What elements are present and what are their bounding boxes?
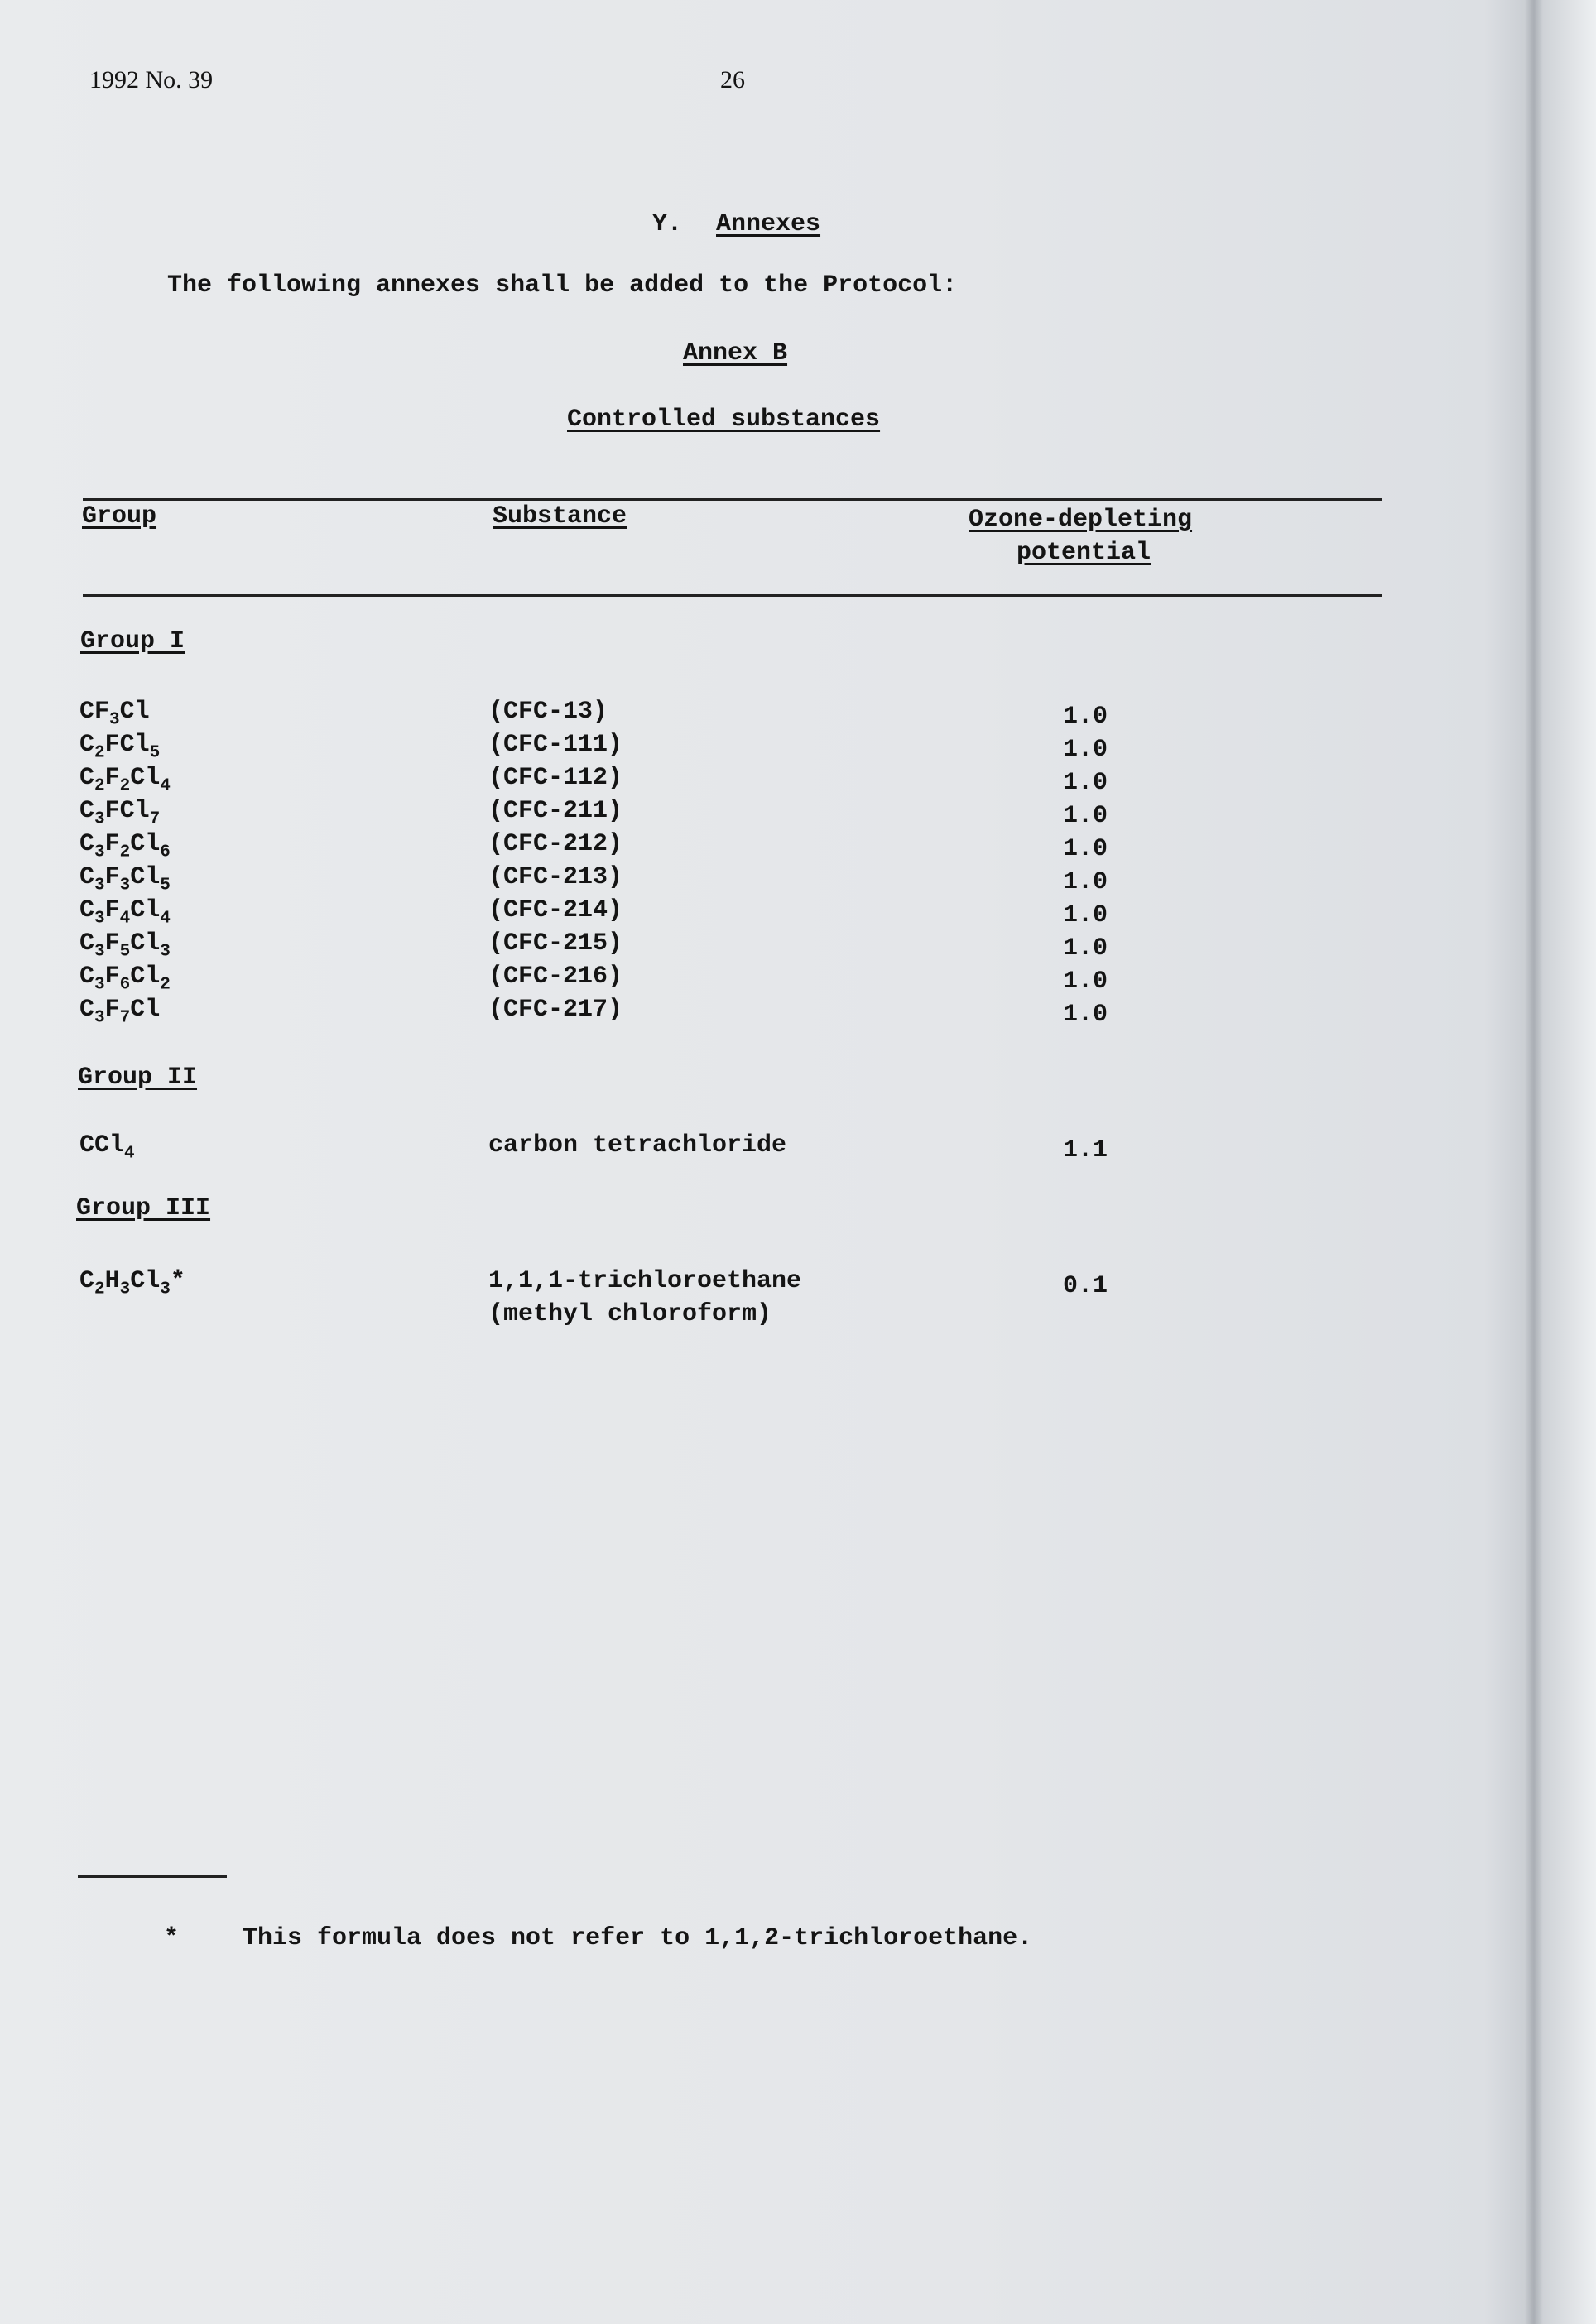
footnote-rule: [78, 1875, 227, 1878]
substance-name: 1,1,1-trichloroethane: [488, 1267, 802, 1295]
chemical-formula: [79, 797, 161, 829]
substance-name: (CFC-212): [488, 830, 623, 858]
substance-name: (CFC-217): [488, 996, 623, 1024]
formula-element: Cl: [130, 929, 161, 958]
substance-name: (CFC-111): [488, 731, 623, 759]
group-label: Group I: [80, 627, 185, 655]
substance-name: (CFC-215): [488, 929, 623, 958]
formula-element: C: [79, 996, 95, 1024]
column-header-odp-line2: potential: [1017, 539, 1151, 567]
formula-element: F: [104, 830, 120, 858]
formula-subscript: 3: [94, 1008, 105, 1028]
chemical-formula: [79, 863, 171, 896]
annex-subtitle: Controlled substances: [567, 406, 881, 434]
formula-subscript: 3: [94, 809, 105, 829]
ozone-depleting-value: 1.0: [1063, 901, 1108, 929]
formula-element: H: [104, 1267, 120, 1295]
ozone-depleting-value: 1.0: [1063, 802, 1108, 830]
chemical-formula: [79, 1131, 135, 1164]
ozone-depleting-value: 1.0: [1063, 703, 1108, 731]
chemical-formula: [79, 1267, 185, 1299]
formula-element: F: [104, 896, 120, 924]
formula-element: C: [79, 830, 95, 858]
formula-subscript: 5: [119, 942, 131, 962]
formula-subscript: 4: [160, 909, 171, 929]
ozone-depleting-value: 1.0: [1063, 934, 1108, 963]
substance-name: (CFC-112): [488, 764, 623, 792]
formula-subscript: 2: [94, 776, 105, 796]
formula-subscript: 4: [119, 909, 131, 929]
formula-element: Cl: [130, 764, 161, 792]
formula-element: Cl: [130, 963, 161, 991]
formula-subscript: 6: [160, 843, 171, 862]
formula-element: C: [79, 863, 95, 891]
ozone-depleting-value: 1.0: [1063, 1001, 1108, 1029]
chemical-formula: [79, 764, 171, 796]
group-label: Group III: [76, 1194, 211, 1222]
ozone-depleting-value: 1.0: [1063, 835, 1108, 863]
formula-subscript: 3: [109, 710, 120, 730]
formula-subscript: 2: [94, 1280, 105, 1299]
formula-subscript: 7: [119, 1008, 131, 1028]
formula-subscript: 3: [119, 1280, 131, 1299]
formula-subscript: 4: [124, 1144, 135, 1164]
formula-element: CCl: [79, 1131, 125, 1160]
header-reference: 1992 No. 39: [89, 66, 214, 94]
formula-element: Cl: [130, 830, 161, 858]
substance-name-line2: (methyl chloroform): [488, 1300, 772, 1328]
formula-element: F: [104, 863, 120, 891]
formula-subscript: 3: [94, 942, 105, 962]
formula-element: C: [79, 929, 95, 958]
footnote-text: This formula does not refer to 1,1,2-trichloroethane.: [243, 1924, 1033, 1952]
substance-name: (CFC-216): [488, 963, 623, 991]
formula-subscript: 3: [160, 1280, 171, 1299]
formula-element: C: [79, 896, 95, 924]
chemical-formula: [79, 929, 171, 962]
formula-subscript: 3: [94, 975, 105, 995]
formula-element: FCl: [104, 797, 150, 825]
section-letter: Y.: [652, 210, 683, 238]
header-page-number: 26: [720, 66, 745, 94]
table-top-rule: [83, 498, 1382, 501]
formula-element: FCl: [104, 731, 150, 759]
chemical-formula: [79, 896, 171, 929]
formula-subscript: 3: [94, 843, 105, 862]
formula-subscript: 6: [119, 975, 131, 995]
formula-subscript: 2: [119, 776, 131, 796]
formula-subscript: 5: [149, 743, 161, 763]
column-header-group: Group: [82, 502, 157, 531]
formula-element: C: [79, 797, 95, 825]
formula-element: Cl: [130, 1267, 161, 1295]
formula-subscript: 4: [160, 776, 171, 796]
formula-element: CF: [79, 698, 110, 726]
formula-subscript: 7: [149, 809, 161, 829]
formula-subscript: 2: [94, 743, 105, 763]
formula-subscript: 5: [160, 876, 171, 896]
section-title: Annexes: [716, 210, 821, 238]
formula-element: C: [79, 764, 95, 792]
formula-element: F: [104, 963, 120, 991]
chemical-formula: [79, 698, 150, 730]
formula-subscript: 3: [94, 909, 105, 929]
formula-element: C: [79, 1267, 95, 1295]
ozone-depleting-value: 1.0: [1063, 968, 1108, 996]
substance-name: (CFC-13): [488, 698, 608, 726]
substance-name: carbon tetrachloride: [488, 1131, 787, 1160]
formula-element: F: [104, 996, 120, 1024]
column-header-odp-line1: Ozone-depleting: [969, 506, 1193, 534]
formula-element: F: [104, 764, 120, 792]
group-label: Group II: [78, 1064, 198, 1092]
formula-element: Cl: [130, 996, 161, 1024]
formula-subscript: 3: [160, 942, 171, 962]
substance-name: (CFC-213): [488, 863, 623, 891]
formula-subscript: 3: [119, 876, 131, 896]
column-header-substance: Substance: [493, 502, 627, 531]
chemical-formula: [79, 963, 171, 995]
formula-element: Cl: [130, 863, 161, 891]
annex-title: Annex B: [683, 339, 788, 367]
ozone-depleting-value: 1.0: [1063, 868, 1108, 896]
substance-name: (CFC-214): [488, 896, 623, 924]
formula-element: *: [170, 1267, 185, 1295]
chemical-formula: [79, 731, 161, 763]
ozone-depleting-value: 0.1: [1063, 1272, 1108, 1300]
formula-element: C: [79, 963, 95, 991]
formula-element: Cl: [119, 698, 150, 726]
formula-element: C: [79, 731, 95, 759]
intro-text: The following annexes shall be added to the Protocol:: [167, 271, 958, 300]
ozone-depleting-value: 1.0: [1063, 769, 1108, 797]
ozone-depleting-value: 1.0: [1063, 736, 1108, 764]
substance-name: (CFC-211): [488, 797, 623, 825]
table-header-rule: [83, 594, 1382, 597]
ozone-depleting-value: 1.1: [1063, 1136, 1108, 1164]
formula-subscript: 3: [94, 876, 105, 896]
page-binding-shadow: [1525, 0, 1543, 2324]
footnote-marker: *: [164, 1924, 180, 1952]
chemical-formula: [79, 996, 161, 1028]
formula-element: F: [104, 929, 120, 958]
chemical-formula: [79, 830, 171, 862]
formula-element: Cl: [130, 896, 161, 924]
formula-subscript: 2: [119, 843, 131, 862]
formula-subscript: 2: [160, 975, 171, 995]
